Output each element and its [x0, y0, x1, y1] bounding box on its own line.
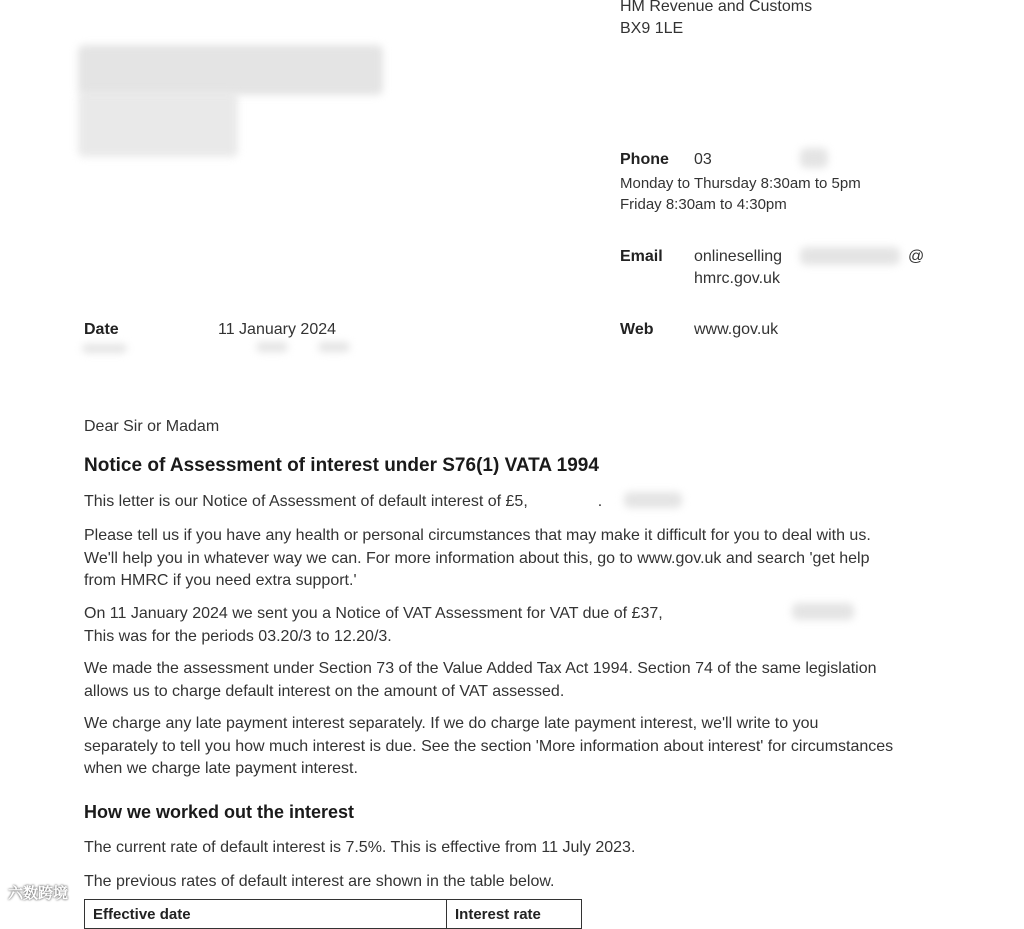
paragraph-legislation: We made the assessment under Section 73 of the Value Added Tax Act 1994. Section 74 of the same legislation allows us to charge default interest on the amount of VAT assessed.	[84, 660, 877, 700]
email-label: Email	[620, 248, 663, 265]
phone-value: 03	[694, 151, 712, 168]
paragraph-vat-assessment	[84, 603, 894, 648]
email-at-sign: @	[908, 248, 925, 265]
redacted-phone	[800, 148, 828, 168]
redacted-address-block	[78, 45, 383, 95]
table-header-row	[85, 900, 582, 929]
redacted-email	[800, 247, 900, 265]
interest-amount-text: This letter is our Notice of Assessment of default interest of £5,	[84, 493, 528, 510]
web-label: Web	[620, 321, 654, 338]
redacted-reference-2	[318, 342, 350, 352]
watermark-logo: 六数跨境	[8, 885, 69, 902]
date-label: Date	[84, 321, 119, 338]
hours-friday: Friday 8:30am to 4:30pm	[620, 196, 787, 213]
sender-address	[620, 0, 812, 40]
email-line-1: onlineselling	[694, 248, 783, 265]
phone-label: Phone	[620, 151, 669, 168]
redacted-reference-label	[82, 344, 127, 353]
paragraph-interest-amount	[84, 491, 894, 514]
interest-rates-table	[84, 899, 582, 929]
redacted-vat-amount	[792, 603, 854, 620]
paragraph-current-rate: The current rate of default interest is 7.5%. This is effective from 11 July 2023.	[84, 839, 636, 856]
header-interest-rate: Interest rate	[447, 900, 582, 929]
vat-assessment-line-2: This was for the periods 03.20/3 to 12.20/3.	[84, 627, 392, 645]
notice-title: Notice of Assessment of interest under S76(1) VATA 1994	[84, 455, 599, 476]
date-value: 11 January 2024	[218, 321, 337, 338]
email-line-2: hmrc.gov.uk	[694, 270, 780, 287]
hours-weekdays: Monday to Thursday 8:30am to 5pm	[620, 175, 861, 192]
redacted-reference-1	[256, 342, 288, 352]
sender-postcode: BX9 1LE	[620, 20, 684, 37]
vat-assessment-line-1: On 11 January 2024 we sent you a Notice of VAT Assessment for VAT due of £37,	[84, 605, 663, 622]
interest-amount-end: .	[597, 493, 603, 510]
section-title-interest: How we worked out the interest	[84, 802, 355, 822]
paragraph-late-payment: We charge any late payment interest separately. If we do charge late payment interest, we'll write to you separately to tell you how much interest is due. See the section 'More information about interest' for circumstances when we charge late payment interest.	[84, 715, 894, 777]
redacted-address-block-lower	[78, 92, 238, 157]
salutation: Dear Sir or Madam	[84, 418, 220, 435]
redacted-interest-amount	[624, 492, 682, 508]
paragraph-previous-rates: The previous rates of default interest are shown in the table below.	[84, 873, 555, 890]
paragraph-support: Please tell us if you have any health or personal circumstances that may make it difficult for you to deal with us. We'll help you in whatever way we can. For more information about this, go to www.gov.uk and search 'get help from HMRC if you need extra support.'	[84, 527, 871, 589]
header-effective-date: Effective date	[85, 900, 447, 929]
web-value: www.gov.uk	[694, 321, 779, 338]
sender-name: HM Revenue and Customs	[620, 0, 813, 15]
opening-hours	[620, 173, 861, 215]
